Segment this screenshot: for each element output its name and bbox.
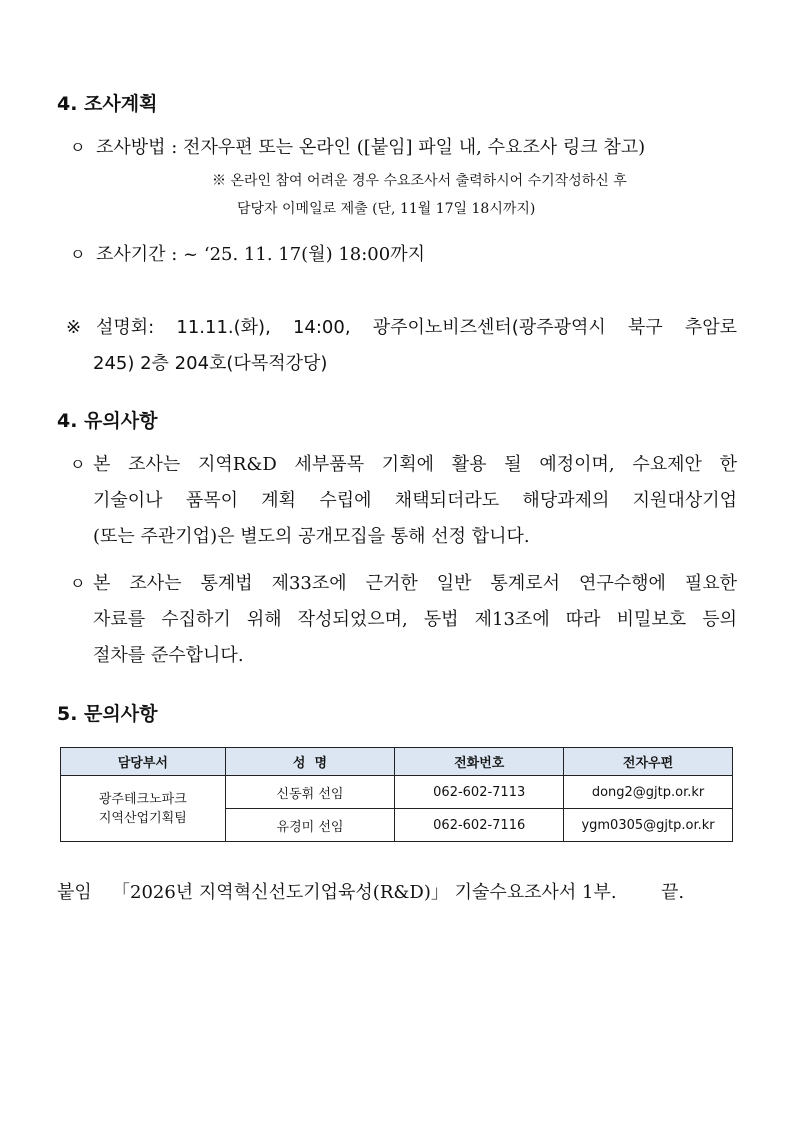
contact-name: 유경미 선임 xyxy=(225,809,395,842)
section-heading-survey-plan: 4. 조사계획 xyxy=(57,93,158,115)
bullet-marker: ㅇ xyxy=(70,138,86,157)
notes-item1-line3: (또는 주관기업)은 별도의 공개모집을 통해 선정 합니다. xyxy=(93,526,530,547)
bullet-marker: ㅇ xyxy=(70,455,86,474)
notes-item2-line3: 절차를 준수합니다. xyxy=(93,645,244,666)
department-line1: 광주테크노파크 xyxy=(98,791,187,807)
contact-table xyxy=(60,747,733,842)
section-heading-notes: 4. 유의사항 xyxy=(57,410,158,432)
contact-phone: 062-602-7116 xyxy=(395,809,564,842)
notes-item2-line2: 자료를 수집하기 위해 작성되었으며, 동법 제13조에 따라 비밀보호 등의 xyxy=(93,609,737,630)
header-department: 담당부서 xyxy=(61,748,226,776)
table-row xyxy=(61,776,733,809)
section-heading-inquiry: 5. 문의사항 xyxy=(57,703,158,725)
notes-item1-line2: 기술이나 품목이 계획 수립에 채택되더라도 해당과제의 지원대상기업 xyxy=(93,490,737,511)
survey-period-text: 조사기간 : ~ ‘25. 11. 17(월) 18:00까지 xyxy=(96,244,425,265)
briefing-mark: ※ xyxy=(66,317,82,338)
header-email: 전자우편 xyxy=(564,748,733,776)
table-header-row xyxy=(61,748,733,776)
attachment-label: 붙임 xyxy=(57,882,92,903)
survey-method-note-line1: ※ 온라인 참여 어려운 경우 수요조사서 출력하시어 수기작성하신 후 xyxy=(212,173,627,189)
header-phone: 전화번호 xyxy=(395,748,564,776)
attachment-end: 끝. xyxy=(661,882,685,903)
briefing-line1: 설명회: 11.11.(화), 14:00, 광주이노비즈센터(광주광역시 북구 추암로 xyxy=(96,317,737,338)
contact-name: 신동휘 선임 xyxy=(225,776,395,809)
bullet-marker: ㅇ xyxy=(70,574,86,593)
bullet-marker: ㅇ xyxy=(70,245,86,264)
contact-email: dong2@gjtp.or.kr xyxy=(564,776,733,809)
department-cell xyxy=(61,776,226,842)
survey-method-text: 조사방법 : 전자우편 또는 온라인 ([붙임] 파일 내, 수요조사 링크 참고) xyxy=(96,137,646,158)
contact-phone: 062-602-7113 xyxy=(395,776,564,809)
contact-email: ygm0305@gjtp.or.kr xyxy=(564,809,733,842)
attachment-text: 「2026년 지역혁신선도기업육성(R&D)」 기술수요조사서 1부. xyxy=(112,882,617,903)
notes-item2-line1: 본 조사는 통계법 제33조에 근거한 일반 통계로서 연구수행에 필요한 xyxy=(93,573,737,594)
survey-method-note-line2: 담당자 이메일로 제출 (단, 11월 17일 18시까지) xyxy=(237,201,536,217)
header-name: 성 명 xyxy=(225,748,395,776)
notes-item1-line1: 본 조사는 지역R&D 세부품목 기획에 활용 될 예정이며, 수요제안 한 xyxy=(93,454,737,475)
department-line2: 지역산업기획팀 xyxy=(98,810,187,826)
briefing-line2: 245) 2층 204호(다목적강당) xyxy=(93,353,328,374)
